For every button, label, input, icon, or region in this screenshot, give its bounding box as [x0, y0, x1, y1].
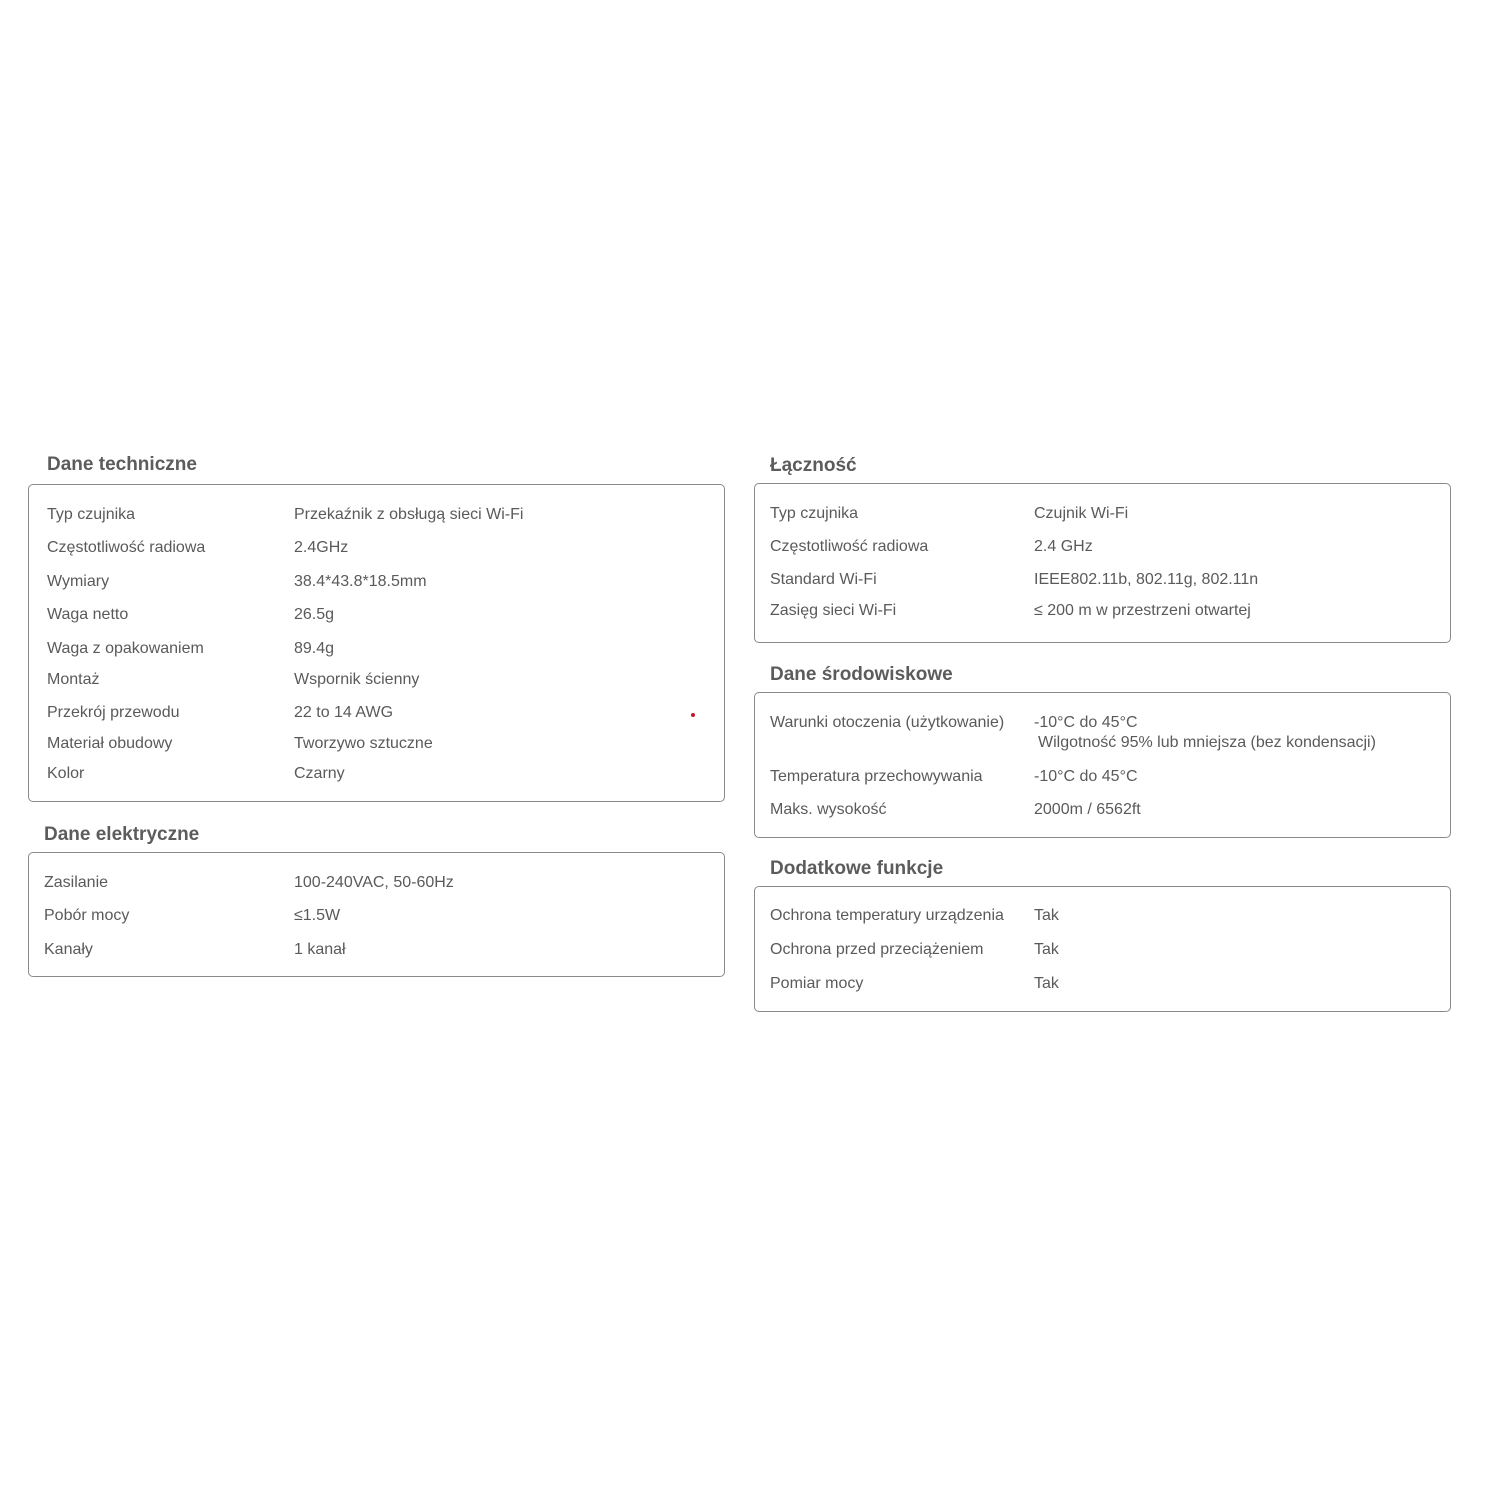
- spec-label: Waga netto: [47, 606, 129, 623]
- spec-value: Tak: [1034, 907, 1059, 924]
- spec-value: Tworzywo sztuczne: [294, 735, 433, 752]
- spec-value: [1034, 713, 1376, 753]
- red-dot-mark: [691, 713, 695, 717]
- spec-label: Ochrona przed przeciążeniem: [770, 941, 984, 958]
- spec-label: Pomiar mocy: [770, 975, 864, 992]
- spec-label: Częstotliwość radiowa: [47, 539, 206, 556]
- spec-label: Częstotliwość radiowa: [770, 538, 929, 555]
- connectivity-box: [754, 483, 1451, 643]
- spec-value: Tak: [1034, 975, 1059, 992]
- spec-label: Maks. wysokość: [770, 801, 887, 818]
- spec-value: 22 to 14 AWG: [294, 704, 394, 721]
- spec-value: 26.5g: [294, 606, 335, 623]
- spec-value: 1 kanał: [294, 941, 346, 958]
- spec-value: IEEE802.11b, 802.11g, 802.11n: [1034, 571, 1259, 588]
- spec-value: 2.4 GHz: [1034, 538, 1093, 555]
- spec-label: Typ czujnika: [770, 505, 859, 522]
- spec-value: 38.4*43.8*18.5mm: [294, 573, 427, 590]
- spec-value: ≤1.5W: [294, 907, 341, 924]
- spec-label: Kolor: [47, 765, 85, 782]
- spec-value: Tak: [1034, 941, 1059, 958]
- spec-label: Zasilanie: [44, 874, 109, 891]
- extra-functions-box: [754, 886, 1451, 1012]
- spec-label: Montaż: [47, 671, 100, 688]
- section-title-connectivity: Łączność: [770, 455, 857, 476]
- spec-label: Kanały: [44, 941, 93, 958]
- tech-specs-box: [28, 484, 725, 802]
- spec-value: ≤ 200 m w przestrzeni otwartej: [1034, 602, 1251, 619]
- environment-box: [754, 692, 1451, 838]
- spec-label: Waga z opakowaniem: [47, 640, 204, 657]
- electric-specs-box: [28, 852, 725, 977]
- spec-label: Materiał obudowy: [47, 735, 173, 752]
- spec-label: Wymiary: [47, 573, 110, 590]
- spec-label: Ochrona temperatury urządzenia: [770, 907, 1004, 924]
- spec-label: Zasięg sieci Wi-Fi: [770, 602, 897, 619]
- spec-label: Typ czujnika: [47, 506, 136, 523]
- spec-value: 89.4g: [294, 640, 335, 657]
- spec-value: Czarny: [294, 765, 345, 782]
- spec-value-line2: Wilgotność 95% lub mniejsza (bez kondensacji): [1038, 734, 1376, 751]
- spec-label: Warunki otoczenia (użytkowanie): [770, 714, 1005, 731]
- spec-value: Przekaźnik z obsługą sieci Wi-Fi: [294, 506, 524, 523]
- spec-value: 2000m / 6562ft: [1034, 801, 1141, 818]
- spec-label: Przekrój przewodu: [47, 704, 180, 721]
- spec-label: Standard Wi-Fi: [770, 571, 877, 588]
- spec-value-line1: -10°C do 45°C: [1034, 714, 1138, 731]
- section-title-electric: Dane elektryczne: [44, 824, 200, 845]
- section-title-environment: Dane środowiskowe: [770, 664, 953, 685]
- spec-label: Pobór mocy: [44, 907, 130, 924]
- spec-value: Wspornik ścienny: [294, 671, 420, 688]
- section-title-extra: Dodatkowe funkcje: [770, 858, 944, 879]
- spec-value: -10°C do 45°C: [1034, 768, 1138, 785]
- spec-value: Czujnik Wi-Fi: [1034, 505, 1129, 522]
- spec-label: Temperatura przechowywania: [770, 768, 983, 785]
- spec-value: 2.4GHz: [294, 539, 349, 556]
- section-title-tech: Dane techniczne: [47, 454, 197, 475]
- spec-value: 100-240VAC, 50-60Hz: [294, 874, 454, 891]
